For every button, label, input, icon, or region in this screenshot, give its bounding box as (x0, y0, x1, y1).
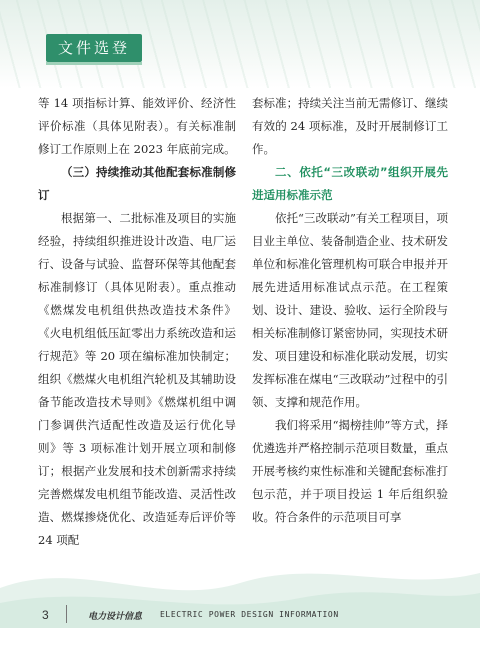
left-column (38, 92, 236, 552)
footer-divider (66, 605, 67, 623)
magazine-title-cn: 电力设计信息 (88, 612, 143, 622)
body-paragraph: 根据第一、二批标准及项目的实施经验，持续组织推进设计改造、电厂运行、设备与试验、监督环保等其他配套标准制修订（具体见附表）。重点推动《燃煤发电机组供热改造技术条件》《火电机组低压缸零出力系统改造和运行规范》等 20 项在编标准加快制定；组织《燃煤火电机组汽轮机及其辅助设备节能改造技术导则》《燃煤机组中调门参调供汽适配性改造及运行优化导则》等 3 项标准计划开展立项和制修订；根据产业发展和技术创新需求持续完善燃煤发电机组节能改造、灵活性改造、燃煤掺烧优化、改造延寿后评价等 24 项配 (38, 211, 236, 547)
section-heading: 二、依托“三改联动”组织开展先进适用标准示范 (252, 165, 448, 202)
section-label: 文件选登 (46, 34, 142, 62)
section-label-underline (46, 62, 142, 65)
body-paragraph: 等 14 项指标计算、能效评价、经济性评价标准（具体见附表）。有关标准制修订工作原则上在 2023 年底前完成。 (38, 96, 236, 156)
subheading: （三）持续推动其他配套标准制修订 (38, 165, 236, 202)
right-column (252, 92, 448, 529)
body-paragraph: 我们将采用“揭榜挂帅”等方式，择优遴选并严格控制示范项目数量，重点开展考核约束性标准和关键配套标准打包示范，并于项目投运 1 年后组织验收。符合条件的示范项目可享 (252, 418, 448, 524)
magazine-title-en: ELECTRIC POWER DESIGN INFORMATION (160, 610, 339, 619)
body-paragraph: 依托“三改联动”有关工程项目，项目业主单位、装备制造企业、技术研发单位和标准化管理机构可联合申报并开展先进适用标准试点示范。在工程策划、设计、建设、验收、运行全阶段与相关标准制修订紧密协同，实现技术研发、项目建设和标准化联动发展，切实发挥标准在煤电“三改联动”过程中的引领、支撑和规范作用。 (252, 211, 448, 409)
page-number: 3 (42, 608, 49, 622)
body-paragraph: 套标准；持续关注当前无需修订、继续有效的 24 项标准，及时开展制修订工作。 (252, 96, 448, 156)
